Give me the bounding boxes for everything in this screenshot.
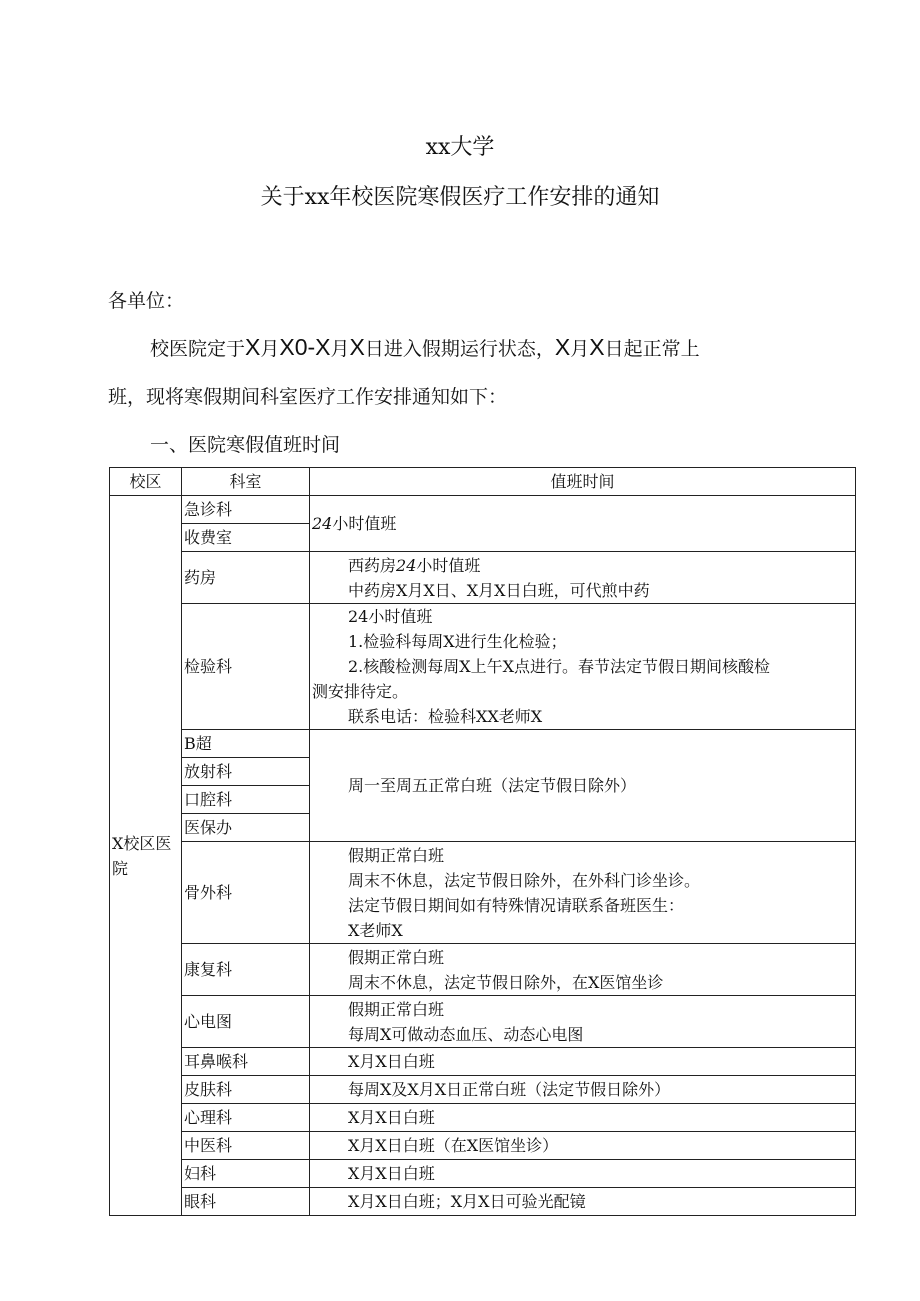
header-dept: 科室 <box>182 468 310 496</box>
dept-cell: 心理科 <box>182 1104 310 1132</box>
dept-cell: 中医科 <box>182 1132 310 1160</box>
dept-cell: 骨外科 <box>182 842 310 944</box>
table-row <box>110 552 856 604</box>
dept-cell: 心电图 <box>182 996 310 1048</box>
dept-cell: B超 <box>182 730 310 758</box>
paragraph-2: 班，现将寒假期间科室医疗工作安排通知如下： <box>108 386 508 408</box>
greeting: 各单位： <box>108 290 185 312</box>
header-campus: 校区 <box>110 468 182 496</box>
dept-cell: 妇科 <box>182 1160 310 1188</box>
section-heading: 一、医院寒假值班时间 <box>150 434 341 456</box>
table-row <box>110 604 856 730</box>
dept-cell: 康复科 <box>182 944 310 996</box>
dept-cell: 检验科 <box>182 604 310 730</box>
header-time: 值班时间 <box>310 468 856 496</box>
paragraph-1: 校医院定于X月X0-X月X日进入假期运行状态，X月X日起正常上 <box>150 334 700 360</box>
org-name: xx大学 <box>425 135 495 160</box>
time-cell: 假期正常白班 周末不休息，法定节假日除外，在外科门诊坐诊。 法定节假日期间如有特殊情况请联系备班医生： X老师X <box>310 842 856 944</box>
time-cell: 西药房24小时值班 中药房X月X日、X月X日白班，可代煎中药 <box>310 552 856 604</box>
time-cell: 假期正常白班 周末不休息，法定节假日除外，在X医馆坐诊 <box>310 944 856 996</box>
time-cell: X月X日白班（在X医馆坐诊） <box>310 1132 856 1160</box>
table-row <box>110 730 856 758</box>
table-row <box>110 1076 856 1104</box>
table-row <box>110 996 856 1048</box>
table-header-row <box>110 468 856 496</box>
table-row <box>110 944 856 996</box>
time-cell: X月X日白班 <box>310 1048 856 1076</box>
dept-cell: 眼科 <box>182 1188 310 1216</box>
table-row <box>110 1048 856 1076</box>
table-row <box>110 496 856 524</box>
table-row <box>110 1104 856 1132</box>
dept-cell: 收费室 <box>182 524 310 552</box>
campus-cell: X校区医院 <box>110 496 182 1216</box>
time-cell: X月X日白班 <box>310 1160 856 1188</box>
time-cell: X月X日白班；X月X日可验光配镜 <box>310 1188 856 1216</box>
notice-title: 关于xx年校医院寒假医疗工作安排的通知 <box>260 185 660 210</box>
dept-cell: 皮肤科 <box>182 1076 310 1104</box>
table-row <box>110 842 856 944</box>
table-row <box>110 1160 856 1188</box>
duty-schedule-table <box>109 467 856 1216</box>
dept-cell: 药房 <box>182 552 310 604</box>
time-cell: 周一至周五正常白班（法定节假日除外） <box>310 730 856 842</box>
dept-cell: 口腔科 <box>182 786 310 814</box>
table-row <box>110 1132 856 1160</box>
time-cell: 24小时值班 1.检验科每周X进行生化检验； 2.核酸检测每周X上午X点进行。春节法定节假日期间核酸检 测安排待定。 联系电话：检验科XX老师X <box>310 604 856 730</box>
dept-cell: 耳鼻喉科 <box>182 1048 310 1076</box>
table-row <box>110 1188 856 1216</box>
time-cell: 24小时值班 <box>310 496 856 552</box>
dept-cell: 医保办 <box>182 814 310 842</box>
time-cell: X月X日白班 <box>310 1104 856 1132</box>
dept-cell: 急诊科 <box>182 496 310 524</box>
dept-cell: 放射科 <box>182 758 310 786</box>
time-cell: 每周X及X月X日正常白班（法定节假日除外） <box>310 1076 856 1104</box>
time-cell: 假期正常白班 每周X可做动态血压、动态心电图 <box>310 996 856 1048</box>
